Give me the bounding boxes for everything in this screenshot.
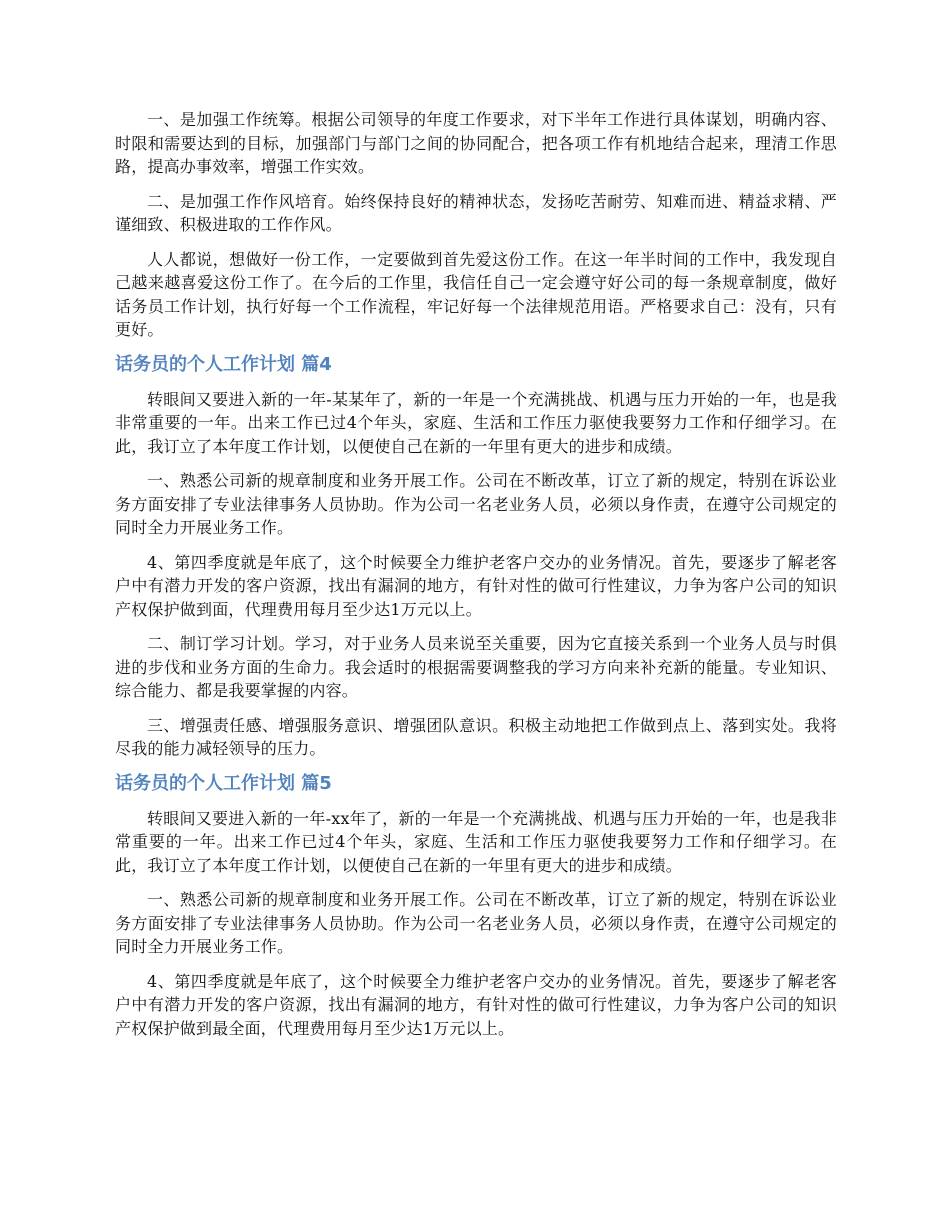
section-4-paragraph-3: 4、第四季度就是年底了，这个时候要全力维护老客户交办的业务情况。首先，要逐步了解老客户中有潜力开发的客户资源，找出有漏洞的地方，有针对性的做可行性建议，力争为客户公司的知识产权保护做到面，代理费用每月至少达1万元以上。 (115, 552, 837, 619)
document-page (115, 108, 837, 1051)
section-5-paragraph-2: 一、熟悉公司新的规章制度和业务开展工作。公司在不断改革，订立了新的规定，特别在诉讼业务方面安排了专业法律事务人员协助。作为公司一名老业务人员，必须以身作责，在遵守公司规定的同时全力开展业务工作。 (115, 890, 837, 956)
section-4-heading: 话务员的个人工作计划 篇4 (115, 353, 332, 375)
section-5-heading: 话务员的个人工作计划 篇5 (115, 772, 332, 794)
section-4-paragraph-4: 二、制订学习计划。学习，对于业务人员来说至关重要，因为它直接关系到一个业务人员与时俱进的步伐和业务方面的生命力。我会适时的根据需要调整我的学习方向来补充新的能量。专业知识、综合能力、都是我要掌握的内容。 (115, 634, 837, 700)
section-5-paragraph-1: 转眼间又要进入新的一年-xx年了，新的一年是一个充满挑战、机遇与压力开始的一年，也是我非常重要的一年。出来工作已过4个年头，家庭、生活和工作压力驱使我要努力工作和仔细学习。在此，我订立了本年度工作计划，以便使自己在新的一年里有更大的进步和成绩。 (115, 808, 837, 875)
intro-paragraph-2: 二、是加强工作作风培育。始终保持良好的精神状态，发扬吃苦耐劳、知难而进、精益求精、严谨细致、积极进取的工作作风。 (115, 191, 837, 234)
section-4-paragraph-5: 三、增强责任感、增强服务意识、增强团队意识。积极主动地把工作做到点上、落到实处。我将尽我的能力减轻领导的压力。 (115, 715, 837, 758)
section-4-paragraph-2: 一、熟悉公司新的规章制度和业务开展工作。公司在不断改革，订立了新的规定，特别在诉讼业务方面安排了专业法律事务人员协助。作为公司一名老业务人员，必须以身作责，在遵守公司规定的同时全力开展业务工作。 (115, 471, 837, 537)
section-4-paragraph-1: 转眼间又要进入新的一年-某某年了，新的一年是一个充满挑战、机遇与压力开始的一年，也是我非常重要的一年。出来工作已过4个年头，家庭、生活和工作压力驱使我要努力工作和仔细学习。在此，我订立了本年度工作计划，以便使自己在新的一年里有更大的进步和成绩。 (115, 389, 837, 456)
intro-paragraph-1: 一、是加强工作统筹。根据公司领导的年度工作要求，对下半年工作进行具体谋划，明确内容、时限和需要达到的目标，加强部门与部门之间的协同配合，把各项工作有机地结合起来，理清工作思路，提高办事效率，增强工作实效。 (115, 110, 837, 176)
section-5-paragraph-3: 4、第四季度就是年底了，这个时候要全力维护老客户交办的业务情况。首先，要逐步了解老客户中有潜力开发的客户资源，找出有漏洞的地方，有针对性的做可行性建议，力争为客户公司的知识产权保护做到最全面，代理费用每月至少达1万元以上。 (115, 971, 837, 1038)
intro-paragraph-3: 人人都说，想做好一份工作，一定要做到首先爱这份工作。在这一年半时间的工作中，我发现自己越来越喜爱这份工作了。在今后的工作里，我信任自己一定会遵守好公司的每一条规章制度，做好话务员工作计划，执行好每一个工作流程，牢记好每一个法律规范用语。严格要求自己：没有，只有更好。 (115, 249, 837, 339)
